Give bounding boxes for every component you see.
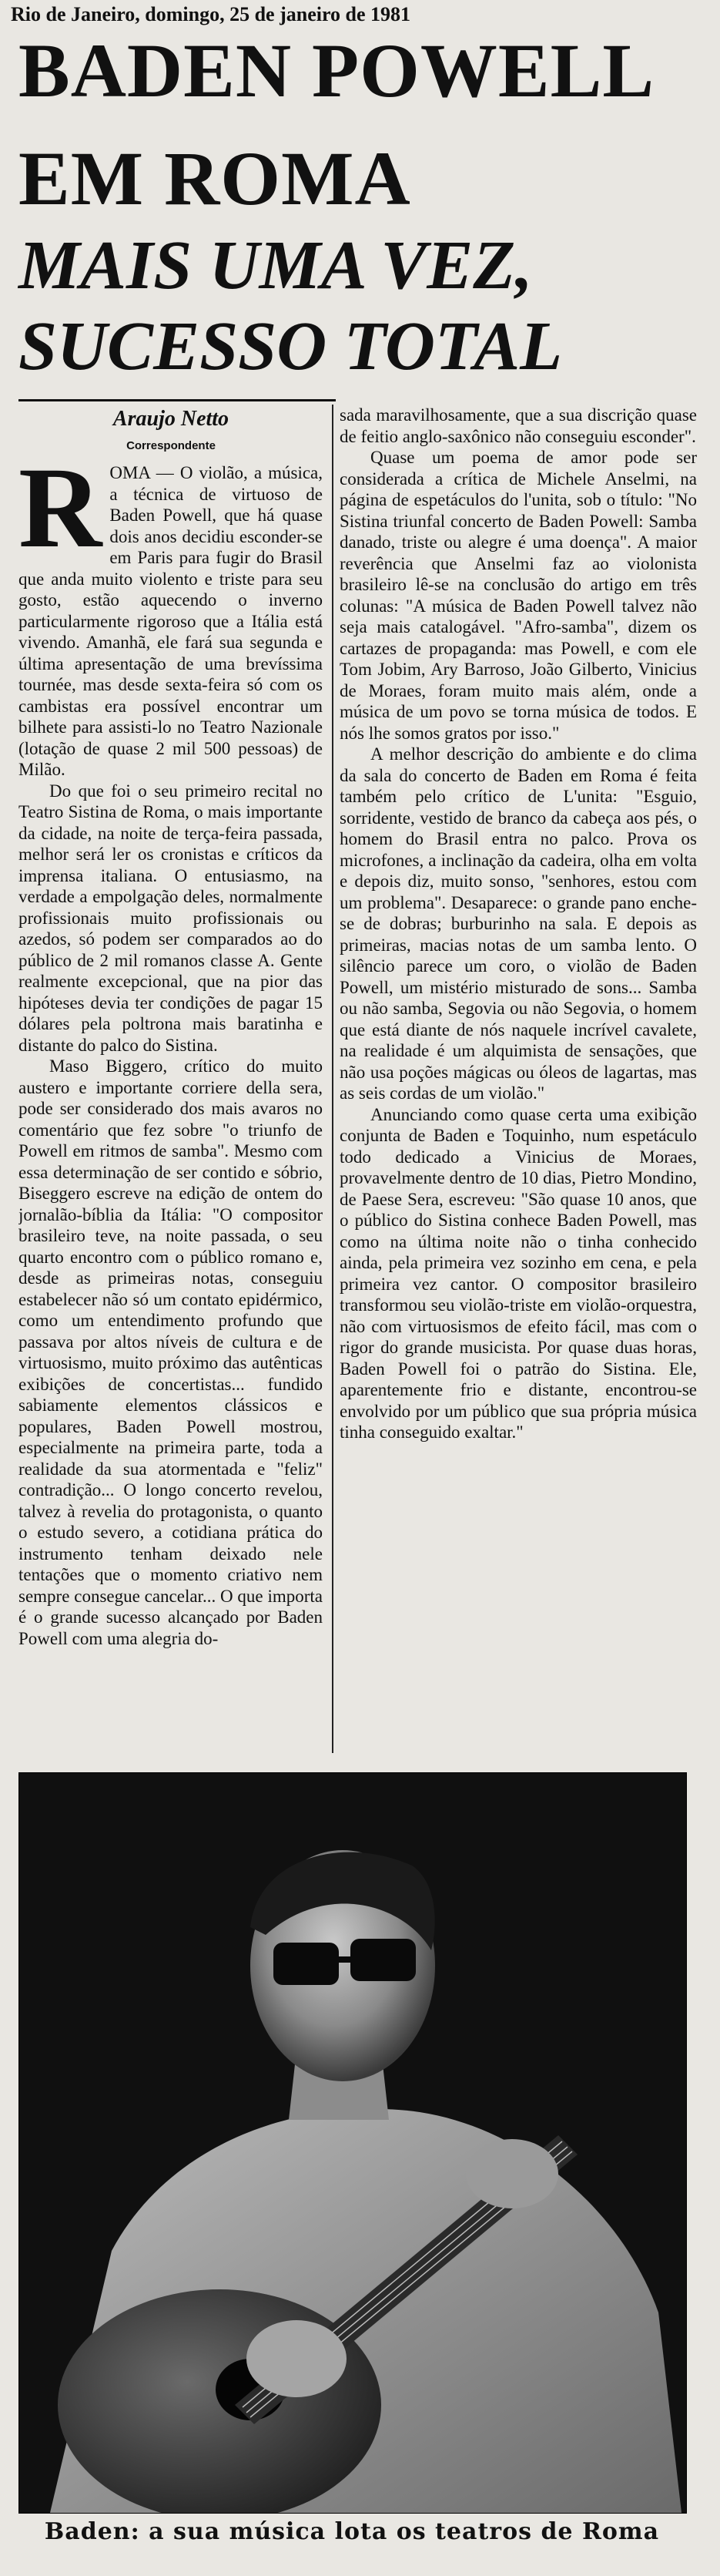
headline-line-1: BADEN POWELL	[18, 28, 655, 113]
column-divider	[332, 405, 333, 1753]
headline-line-2: EM ROMA	[18, 136, 411, 221]
photo-caption: Baden: a sua música lota os teatros de Roma	[44, 2518, 660, 2545]
author-role: Correspondente	[126, 439, 216, 452]
article-column-left	[18, 462, 323, 1765]
byline-rule	[18, 399, 336, 401]
article-column-right	[340, 405, 697, 1776]
drop-cap: R	[18, 462, 102, 572]
paragraph: Do que foi o seu primeiro recital no Teatro Sistina de Roma, o mais importante da cidade, na noite de terça-feira passada, melhor será ler os cronistas e críticos da imprensa italiana. O entusiasmo, na verdade a empolgação deles, normalmente profissionais muito profissionais ou azedos, só podem ser comparados ao do público de 2 mil romanos classe A. Gente realmente excepcional, que na pior das hipóteses devia ter condições de pagar 15 dólares pela poltrona mais baratinha e distante do palco do Sistina.	[18, 781, 323, 1055]
paragraph-continued: sada maravilhosamente, que a sua discrição quase de feitio anglo-saxônico não conseguiu esconder".	[340, 405, 697, 446]
photo-baden-powell-guitar	[18, 1772, 687, 2514]
paragraph: Maso Biggero, crítico do muito austero e importante corriere della sera, pode ser considerado dos mais avaros no comentário que fez sobre "o triunfo de Powell em ritmos de samba". Mesmo com essa determinação de ser contido e sóbrio, Biseggero escreve na edição de ontem do jornalão-bíblia da Itália: "O compositor brasileiro teve, na noite passada, o seu quarto encontro com o público romano e, desde as primeiras notas, conseguiu estabelecer não só um contato epidérmico, como um entendimento profundo que passava por altos níveis de cultura e de virtuosismo, muito próximo das autênticas exibições de concertistas... fundido sabiamente elementos clássicos e populares, Baden Powell mostrou, especialmente na primeira parte, toda a realidade da sua atormentada e "feliz" contradição... O longo concerto revelou, talvez à revelia do protagonista, o quanto o estudo severo, a cotidiana prática do instrumento tenham deixado nele tentações que o momento criativo nem sempre consegue cancelar... O que importa é o grande sucesso alcançado por Baden Powell com uma alegria do-	[18, 1056, 323, 1648]
paragraph: A melhor descrição do ambiente e do clima da sala do concerto de Baden em Roma é feita também pelo crítico de L'unita: "Esguio, sorridente, vestido de branco da cabeça aos pés, o homem do Brasil entra no palco. Prova os microfones, a inclinação da cadeira, olha em volta e depois diz, muito sonso, "senhores, estou com um problema". Desaparece: o grande pano enche-se de dobras; burburinho na sala. E depois as primeiras, macias notas de um samba lento. O silêncio parece um coro, o violão de Baden Powell, um mistério misturado de sons... Samba ou não samba, Segovia ou não Segovia, o homem que está diante de nós naquele incrível cavalete, na realidade é um alquimista de sensações, que não usa poções mágicas ou óleos de lagartas, mas as seis cordas de um violão."	[340, 744, 697, 1103]
subheadline-line-2: SUCESSO TOTAL	[18, 308, 563, 385]
paragraph-lead-text: OMA — O violão, a música, a técnica de virtuoso de Baden Powell, que há quase dois anos decidiu esconder-se em Paris para fugir do Brasil que anda muito violento e triste para seu gosto, estão aquecendo o inverno particularmente rigoroso que a Itália está vivendo. Amanhã, ele fará sua segunda e última apresentação de uma brevíssima tournée, mas desde sexta-feira só com os cambistas era possível encontrar um bilhete para assisti-lo no Teatro Nazionale (lotação de quase 2 mil 500 pessoas) de Milão.	[18, 463, 323, 779]
paragraph-lead	[18, 462, 323, 781]
paragraph: Quase um poema de amor pode ser considerada a crítica de Michele Anselmi, na página de espetáculos do l'unita, sob o título: "No Sistina triunfal concerto de Baden Powell: Samba danado, triste ou alegre é uma doença". A maior reverência que Anselmi faz ao violonista brasileiro lê-se na conclusão do artigo em três colunas: "A música de Baden Powell talvez não seja mais catalogável. "Afro-samba", dizem os cartazes de propaganda: mas Powell, e com ele Tom Jobim, Ary Barroso, João Gilberto, Vinicius de Moraes, foram muito mais além, onde a música de um povo se torna música de todos. E nós lhe somos gratos por isso."	[340, 448, 697, 743]
photo-illustration	[19, 1773, 686, 2513]
paragraph: Anunciando como quase certa uma exibição conjunta de Baden e Toquinho, num espetáculo todo dedicado a Vinicius de Moraes, provavelmente dentro de 10 dias, Pietro Mondino, de Paese Sera, escreveu: "São quase 10 anos, que o público do Sistina conhece Baden Powell, mas como na última noite não o tinha conhecido ainda, pela primeira vez sozinho em cena, e pela primeira vez cantor. O compositor brasileiro transformou seu violão-triste em violão-orquestra, não com virtuosismos de efeito fácil, mas com o rigor do grande musicista. Por quase duas horas, Baden Powell foi o patrão do Sistina. Ele, aparentemente frio e distante, encontrou-se envolvido por um público que sua própria música tinha conseguido exaltar."	[340, 1104, 697, 1442]
dateline: Rio de Janeiro, domingo, 25 de janeiro de 1981	[11, 3, 411, 25]
author-byline: Araujo Netto	[112, 407, 229, 431]
subheadline-line-1: MAIS UMA VEZ,	[18, 227, 533, 304]
